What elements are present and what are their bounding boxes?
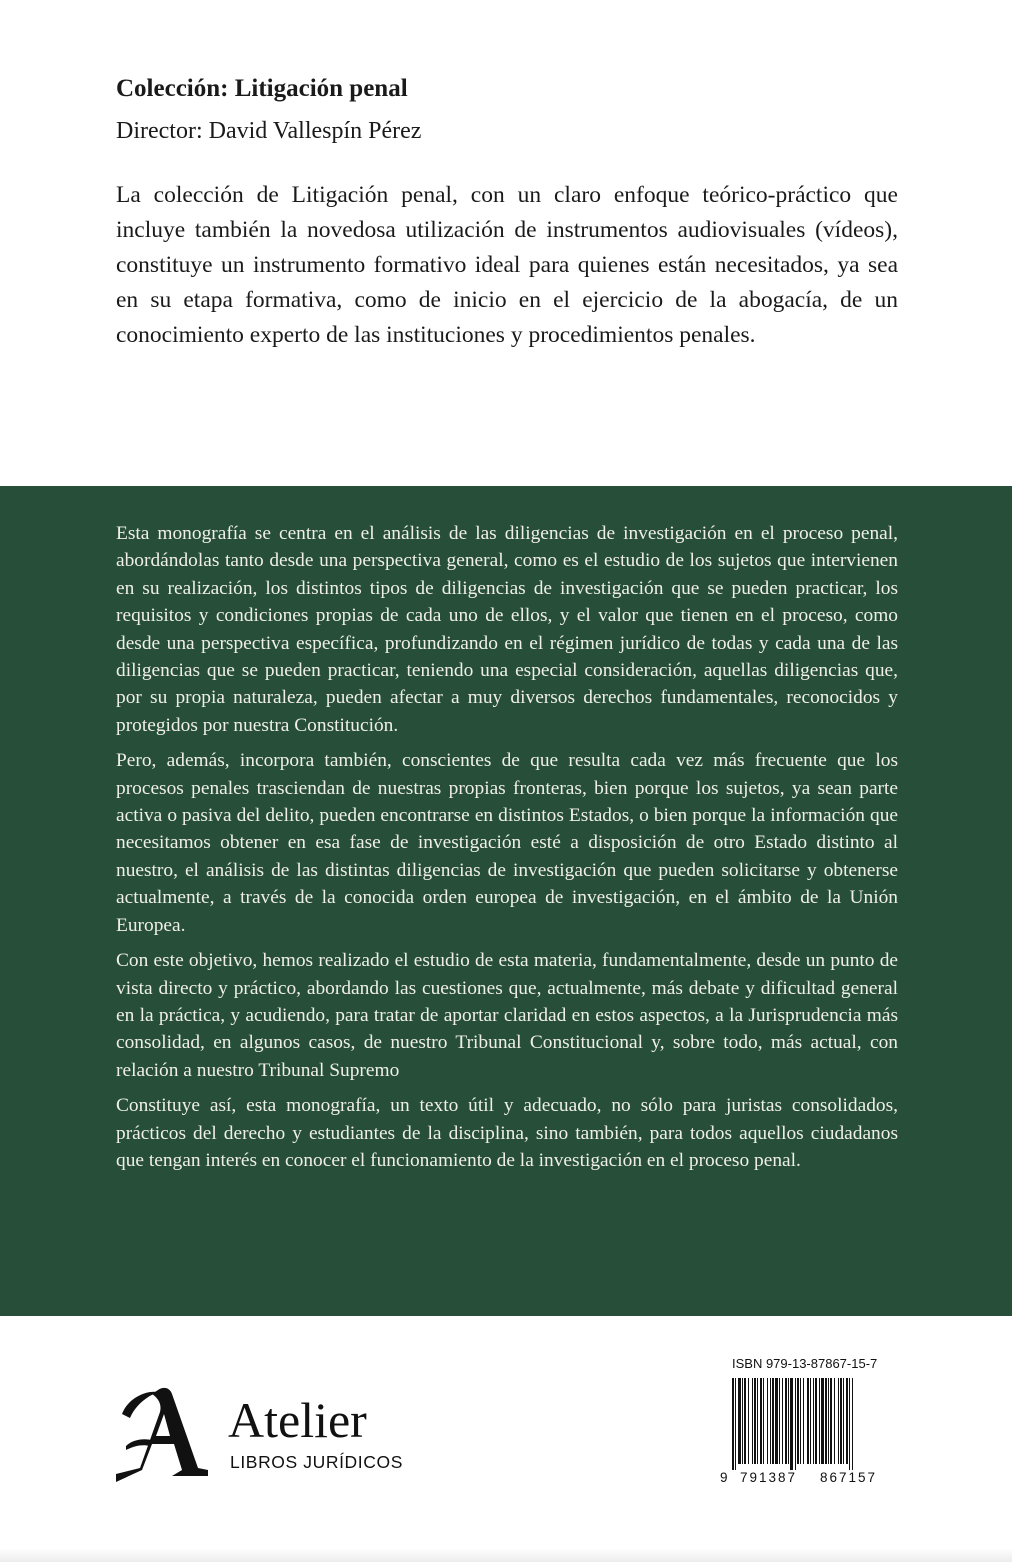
isbn-label: ISBN 979-13-87867-15-7 (732, 1356, 878, 1371)
barcode-digits-left: 791387 (740, 1470, 798, 1485)
page-edge-shade (0, 1548, 1012, 1562)
barcode-digits-right: 867157 (820, 1470, 878, 1485)
publisher-logo (112, 1384, 412, 1504)
synopsis-paragraph: Constituye así, esta monografía, un texto útil y adecuado, no sólo para juristas consolidados, prácticos del derecho y estudiantes de la disciplina, sino también, para todos aquellos ciudadanos que tengan interés en conocer el funcionamiento de la investigación en el proceso penal. (116, 1095, 898, 1171)
barcode-digit-first: 9 (720, 1470, 728, 1485)
collection-director: Director: David Vallespín Pérez (116, 118, 422, 144)
synopsis-paragraph: Pero, además, incorpora también, conscientes de que resulta cada vez más frecuente que los procesos penales trasciendan de nuestras propias fronteras, bien porque los sujetos, ya sean parte activa o pasiva del delito, pueden encontrarse en distintos Estados, o bien porque la información que necesitamos obtener en esa fase de investigación esté a disposición de otro Estado distinto al nuestro, el análisis de las distintas diligencias de investigación que pueden solicitarse y obtenerse actualmente, a través de la conocida orden europea de investigación, en el ámbito de la Unión Europea. (116, 750, 898, 936)
atelier-a-icon (112, 1384, 216, 1488)
synopsis-paragraph: Con este objetivo, hemos realizado el estudio de esta materia, fundamentalmente, desde un punto de vista directo y práctico, abordando las cuestiones que, actualmente, más debate y dificultad general en la práctica, y acudiendo, para tratar de aportar claridad en estos aspectos, a la Jurisprudencia más consolidad, en algunos casos, de nuestro Tribunal Constitucional y, sobre todo, más actual, con relación a nuestro Tribunal Supremo (116, 950, 898, 1081)
collection-section (0, 0, 1012, 486)
isbn-block (720, 1356, 900, 1490)
collection-description: La colección de Litigación penal, con un claro enfoque teórico-práctico que incluye también la novedosa utilización de instrumentos audiovisuales (vídeos), constituye un instrumento formativo ideal para quienes están necesitados, ya sea en su etapa formativa, como de inicio en el ejercicio de la abogacía, de un conocimiento experto de las instituciones y procedimientos penales. (116, 182, 898, 348)
publisher-name: Atelier (228, 1392, 367, 1448)
barcode-icon (730, 1378, 900, 1470)
publisher-subtitle: LIBROS JURÍDICOS (230, 1452, 403, 1472)
synopsis-paragraph: Esta monografía se centra en el análisis de las diligencias de investigación en el proceso penal, abordándolas tanto desde una perspectiva general, como es el estudio de los sujetos que intervienen en su realización, los distintos tipos de diligencias de investigación que se pueden practicar, los requisitos y condiciones propias de cada uno de ellos, y el valor que tienen en el proceso, como desde una perspectiva específica, profundizando en el régimen jurídico de todas y cada una de las diligencias que se pueden practicar, teniendo una especial consideración, aquellas diligencias que, por su propia naturaleza, pueden afectar a muy diversos derechos fundamentales, reconocidos y protegidos por nuestra Constitución. (116, 523, 898, 736)
synopsis-text (116, 520, 898, 1182)
collection-title: Colección: Litigación penal (116, 75, 408, 102)
